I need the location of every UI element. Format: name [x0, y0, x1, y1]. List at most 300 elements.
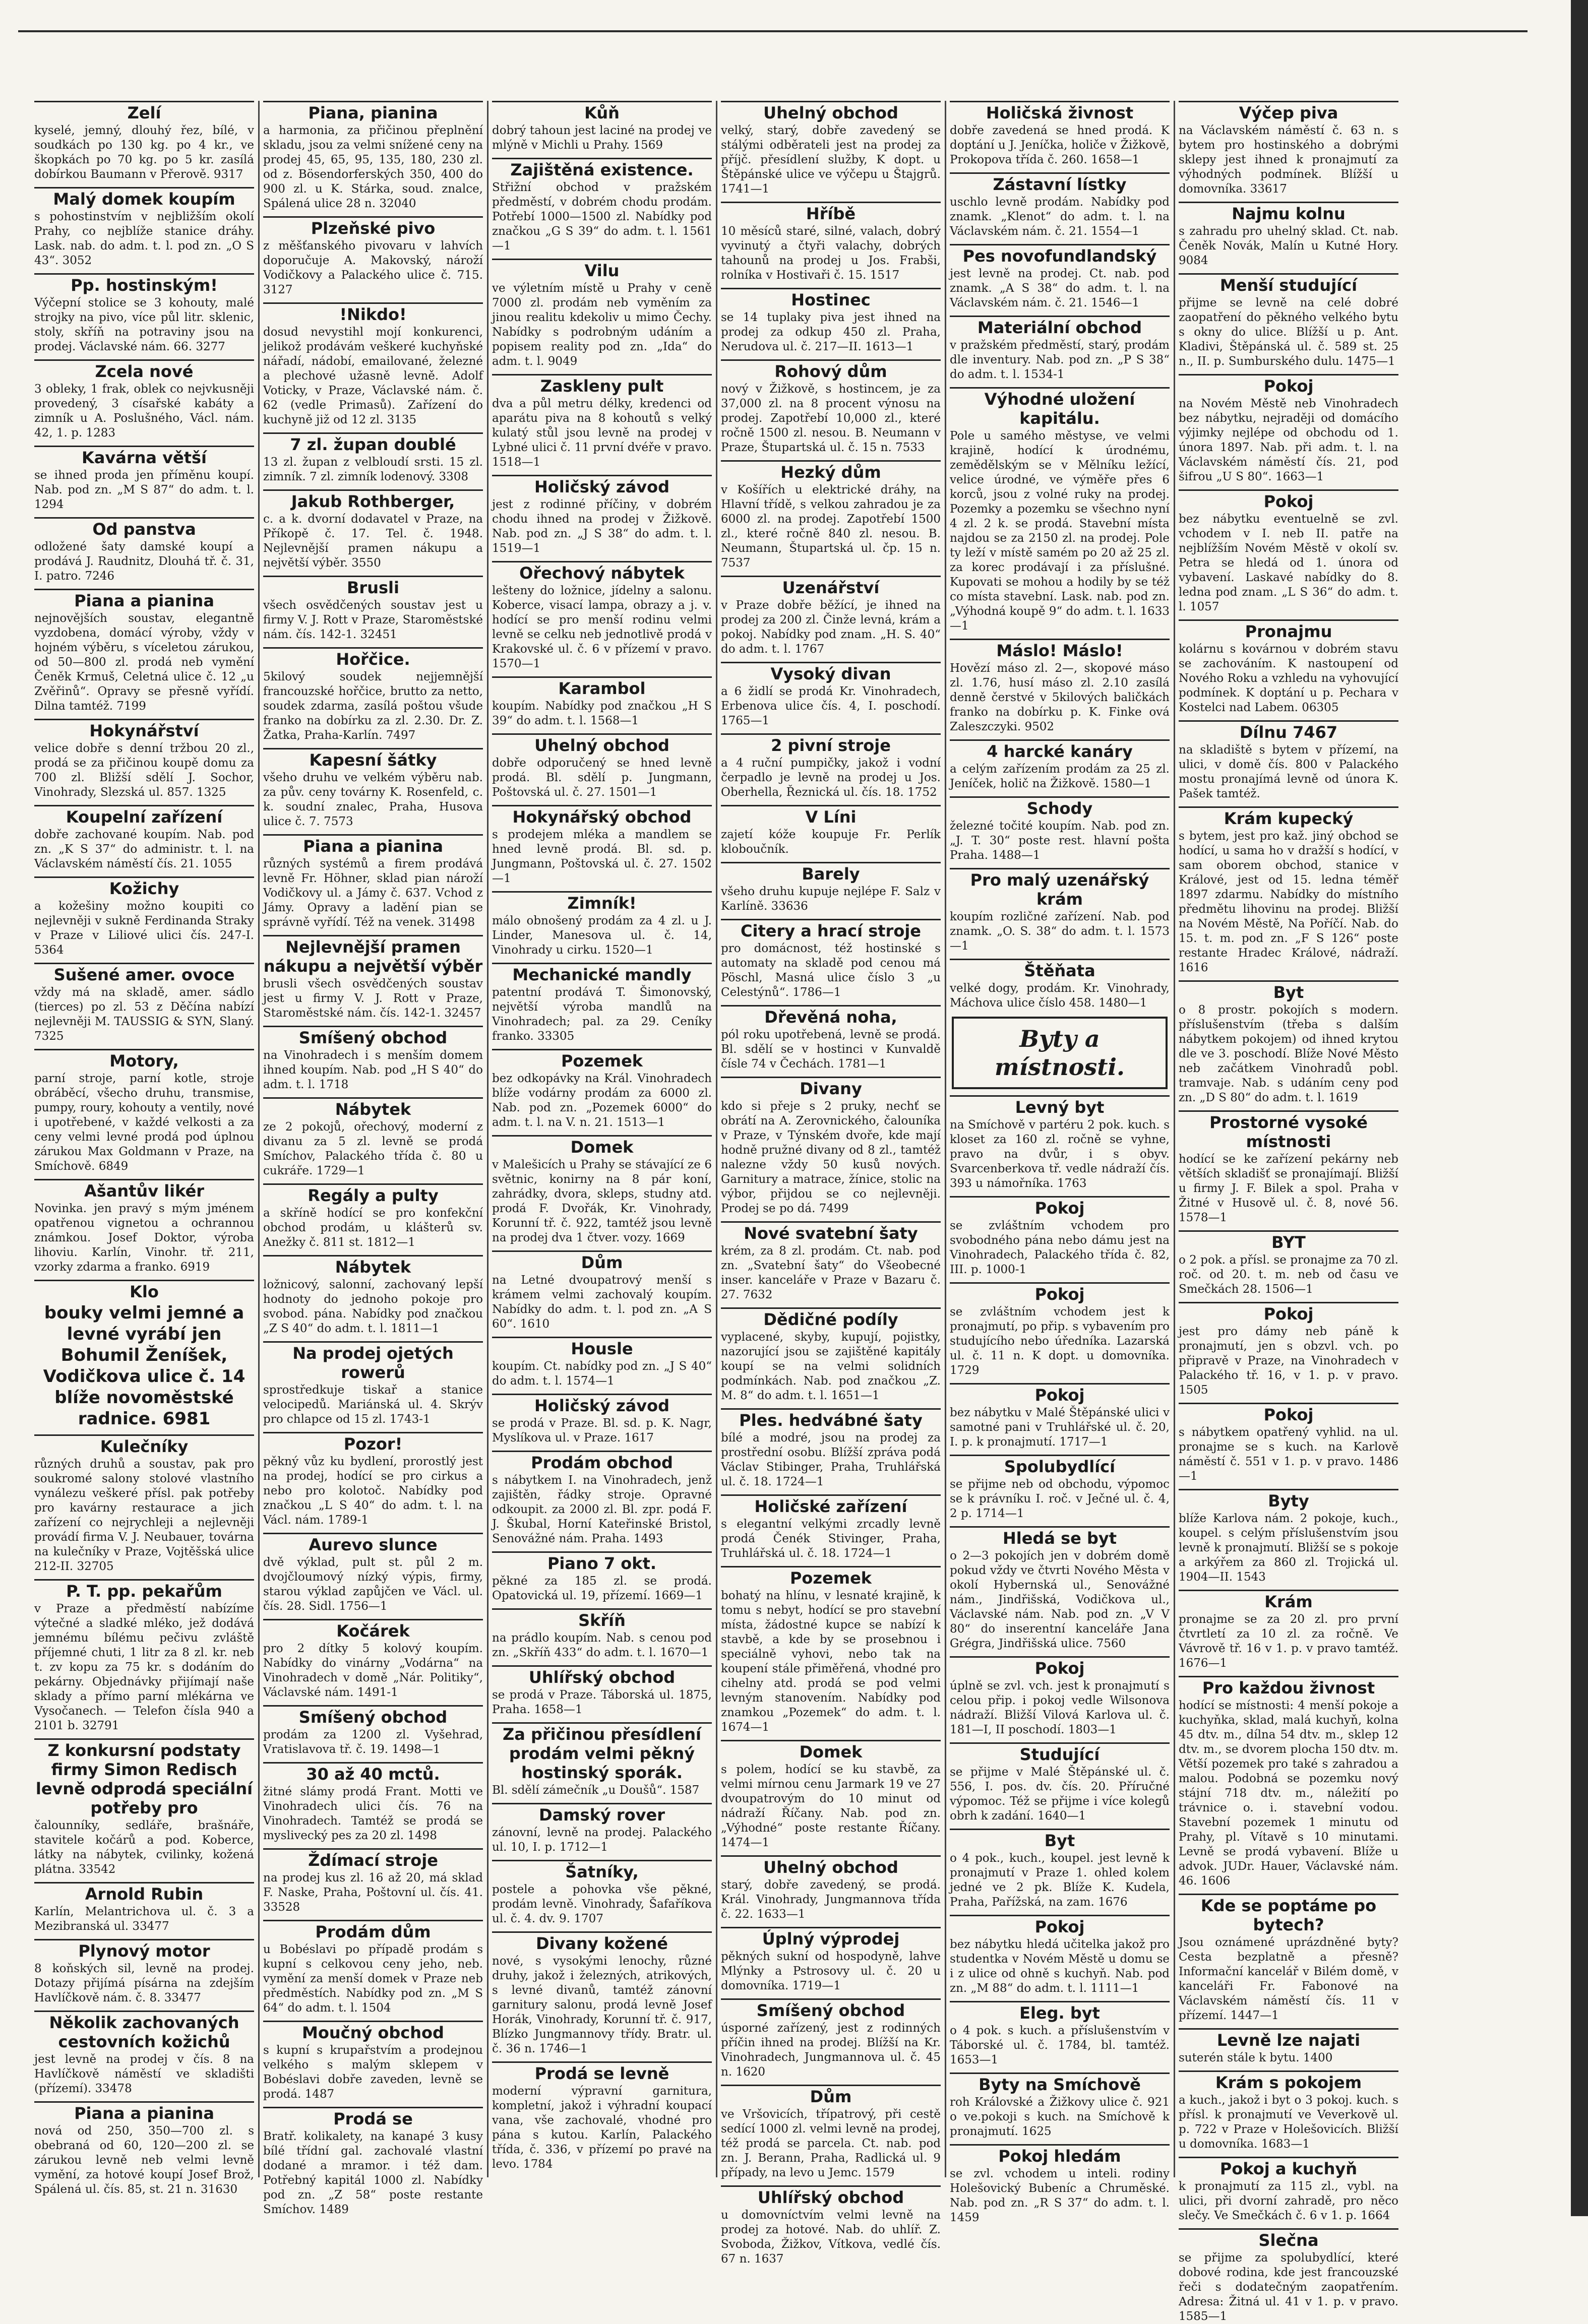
classified-ad: [721, 1927, 941, 1993]
classified-ad: [263, 432, 483, 484]
ad-body: úplně se zvl. vch. jest k pronajmutí s celou přip. i pokoj vedle Wilsonova nádraží. Bližší Vilová Karlova ul. č. 181—I, II poschodí. 1803—1: [950, 1679, 1170, 1736]
classified-ad: [721, 862, 941, 914]
classified-ad: [492, 1135, 712, 1245]
ad-heading: Ašantův likér: [34, 1179, 254, 1201]
ad-column-6: [1176, 101, 1401, 2323]
column-rule: [258, 101, 260, 2177]
ad-heading: Nábytek: [263, 1097, 483, 1119]
classified-ad: [263, 216, 483, 297]
ad-heading: BYT: [1179, 1230, 1398, 1252]
classified-ad: [34, 1882, 254, 1934]
ad-heading: Prodám obchod: [492, 1451, 712, 1472]
ad-heading: Hezký dům: [721, 460, 941, 482]
ad-body: k pronajmutí za 115 zl., vybl. na ulici, při dvorní zahradě, pro něco slečy. Ve Smečkách č. 6 v 1. p. 1664: [1179, 2180, 1398, 2222]
ad-body: nová od 250, 350—700 zl. s obebraná od 60, 120—200 zl. se zárukou levně neb velmi levně vymění, za hotové koupí Josef Brož, Spálená ul. čís. 85, st. 21 n. 31630: [34, 2124, 254, 2196]
ad-body: se zvláštním vchodem jest k pronajmutí, po přip. s vybavením pro studujícího nebo úředníka. Lazarská ul. č. 11 n. K dopt. u domovníka. 1729: [950, 1305, 1170, 1377]
ad-heading: Dřevěná noha,: [721, 1005, 941, 1027]
classified-ad: [950, 101, 1170, 167]
classified-ad: [492, 1337, 712, 1389]
ad-body: na prádlo koupím. Nab. s cenou pod zn. „Skříň 433“ do adm. t. l. 1670—1: [492, 1631, 712, 1659]
classified-ad: [34, 1179, 254, 1275]
ad-heading: Pokoj a kuchyň: [1179, 2157, 1398, 2178]
ad-heading: Kočárek: [263, 1619, 483, 1641]
classified-ad: [721, 101, 941, 197]
ad-heading: Hokynářský obchod: [492, 805, 712, 827]
ad-heading: 4 harcké kanáry: [950, 739, 1170, 761]
ad-heading: Smíšený obchod: [263, 1026, 483, 1047]
ad-heading: Spolubydlící: [950, 1455, 1170, 1476]
classified-ad: [1179, 2070, 1398, 2152]
ad-heading: Ples. hedvábné šaty: [721, 1408, 941, 1430]
ad-heading: Krám kupecký: [1179, 806, 1398, 828]
ad-body: prodám za 1200 zl. Vyšehrad, Vratislavova tř. č. 19. 1498—1: [263, 1728, 483, 1756]
ad-heading: Housle: [492, 1337, 712, 1358]
classified-ad: [950, 244, 1170, 310]
classified-ad: [1179, 2028, 1398, 2065]
ad-body: 5kilový soudek nejjemnější francouzské hořčice, brutto za netto, soudek zdarma, zasílá poštou všude franko na dobírku za zl. 2.30. Dr. Z. Žatka, Praha-Karlín. 7497: [263, 670, 483, 742]
ad-body: odložené šaty damské koupí a prodává J. Raudnitz, Dlouhá tř. č. 31, I. patro. 7246: [34, 540, 254, 583]
classified-ad: [492, 475, 712, 556]
ad-heading: Nábytek: [263, 1255, 483, 1277]
ad-body: pěkný vůz ku bydlení, prorostlý jest na prodej, hodící se pro cirkus a nebo pro kolotoč. Nabídky pod značkou „L S 40“ do adm. t. l. na Václ. nám. 1789-1: [263, 1455, 483, 1527]
ad-body: o 4 pok. s kuch. a příslušenstvím v Táborské ul. č. 1784, bl. tamtéž. 1653—1: [950, 2024, 1170, 2066]
ad-body: se prodá v Praze. Táborská ul. 1875, Praha. 1658—1: [492, 1688, 712, 1716]
ad-heading: Vilu: [492, 259, 712, 280]
scan-edge: [1571, 0, 1588, 2216]
classified-ad: [721, 733, 941, 800]
ad-heading: Studující: [950, 1742, 1170, 1764]
ad-body: starý, dobře zavedený, se prodá. Král. Vinohrady, Jungmannova třída č. 22. 1633—1: [721, 1878, 941, 1921]
ad-heading: Zástavní lístky: [950, 172, 1170, 194]
classified-ad: [34, 359, 254, 441]
ad-body: v Praze a předměstí nabízíme výtečné a sladké mléko, jež dodává jemnému bílému pečivu zvláště příjemné chuti, 1 litr za 8 zl. kr. neb t. zv kopu za 75 kr. s dodáním do pekárny. Objednávky přijímají naše sklady a přímo parní mlékárna ve Vysočanech. — Telefon čísla 940 a 2101 b. 32791: [34, 1602, 254, 1732]
column-rule: [945, 101, 946, 2177]
classified-ad: [1179, 1302, 1398, 1398]
ad-body: na Letné dvoupatrový menší s krámem velmi zachovalý koupím. Nabídky do adm. t. l. pod zn. „A S 60“. 1610: [492, 1274, 712, 1331]
ad-body: v pražském předměstí, starý, prodám dle inventury. Nab. pod zn. „P S 38“ do adm. t. l. 1534-1: [950, 339, 1170, 381]
ad-heading: Pokoj: [1179, 489, 1398, 511]
ad-body: v Praze dobře běžící, je ihned na prodej za 200 zl. Činže levná, krám a pokoj. Nabídky pod znam. „H. S. 40“ do adm. t. l. 1767: [721, 599, 941, 656]
top-rule: [18, 30, 1528, 32]
classified-ad: [950, 1455, 1170, 1521]
ad-heading: Byt: [1179, 980, 1398, 1002]
ad-body: pěkných sukní od hospodyně, lahve Mlýnky a Pstrosovy ul. č. 20 u domovníka. 1719—1: [721, 1950, 941, 1992]
ad-column-3: [489, 101, 715, 2177]
classified-ad: [721, 2185, 941, 2267]
section-heading: Byty a místnosti.: [952, 1017, 1168, 1089]
classified-ad: [721, 1494, 941, 1561]
ad-heading: Holičský závod: [492, 475, 712, 496]
classified-ad: [721, 460, 941, 571]
classified-ad: [263, 101, 483, 211]
ad-heading: Dílnu 7467: [1179, 720, 1398, 742]
classified-ad: [34, 589, 254, 714]
classified-ad: [492, 1551, 712, 1603]
ad-body: na Vinohradech i s menším domem ihned koupím. Nab. pod „H S 40“ do adm. t. l. 1718: [263, 1049, 483, 1091]
classified-ad: [1179, 1894, 1398, 2023]
ad-body: nový v Žižkově, s hostincem, je za 37,000 zl. na 8 procent výnosu na prodej. Zapotřebí 10,000 zl., které ročně 1500 zl. nesou. B. Neumann v Praze, Štupartská ul. č. 15 n. 7533: [721, 383, 941, 454]
classified-ad: [1179, 2157, 1398, 2223]
ad-body: o 4 pok., kuch., koupel. jest levně k pronajmutí v Praze 1. ohled kolem jedné ve 2 pk. Blíže K. Kudela, Praha, Pařížská, na zam. 1676: [950, 1852, 1170, 1909]
classified-ad: [950, 1095, 1170, 1191]
classified-ad: [263, 834, 483, 930]
ad-body: pronajme se za 20 zl. pro první čtvrtletí za 10 zl. za ročně. Ve Vávrově tř. 16 v 1. p. v pravo tamtéž. 1676—1: [1179, 1613, 1398, 1670]
ad-heading: Pozor!: [263, 1432, 483, 1454]
classified-ad: [950, 387, 1170, 634]
ad-body: bez nábytku hledá učitelka jakož pro studentka v Novém Městě u domu se i z ulice od ohně s kuchyň. Nab. pod zn. „M 88“ do adm. t. l. 1111—1: [950, 1938, 1170, 1995]
ad-body: všeho druhu kupuje nejlépe F. Salz v Karlíně. 33636: [721, 885, 941, 913]
ad-heading: Karambol: [492, 676, 712, 698]
classified-ad: [492, 805, 712, 886]
classified-ad: [492, 1931, 712, 2056]
ad-body: různých systémů a firem prodává levně Fr. Höhner, sklad pian nároží Vodičkovy ul. a Jámy č. 637. Vchod z Jámy. Opravy a ladění pian se správně vyřídí. Též na venek. 31498: [263, 857, 483, 929]
classified-ad: [263, 1097, 483, 1178]
ad-body: pól roku upotřebená, levně se prodá. Bl. sdělí se v hostinci v Kunvaldě čísle 74 v Čechách. 1781—1: [721, 1028, 941, 1071]
ad-heading: Pro každou živnost: [1179, 1676, 1398, 1698]
ad-body: na skladiště s bytem v přízemí, na ulici, v domě čís. 800 v Palackého mostu pronajímá levně od února K. Pašek tamtéž.: [1179, 743, 1398, 800]
ad-heading: Domek: [721, 1740, 941, 1762]
ad-body: Střižní obchod v pražském předměstí, v dobrém chodu prodám. Potřebí 1000—1500 zl. Nabídky pod značkou „G S 39“ do adm. t. l. 1561—1: [492, 181, 712, 253]
classified-ad: [950, 1383, 1170, 1450]
ad-heading: Piano 7 okt.: [492, 1551, 712, 1573]
ad-heading: Piana a pianina: [263, 834, 483, 856]
ad-heading: Najmu kolnu: [1179, 202, 1398, 223]
classified-ad: [950, 739, 1170, 791]
ad-heading: Pokoj: [950, 1383, 1170, 1405]
ad-heading: Mechanické mandly: [492, 963, 712, 984]
classified-ad: [950, 959, 1170, 1011]
ad-heading: Materiální obchod: [950, 316, 1170, 337]
classified-ad: [34, 1738, 254, 1877]
classified-ad: [492, 733, 712, 800]
ad-body: bílé a modré, jsou na prodej za prostřední osobu. Blížší zpráva podá Václav Stibinger, Praha, Truhlářská ul. č. 18. 1724—1: [721, 1431, 941, 1488]
ad-heading: Divany: [721, 1077, 941, 1098]
ad-body: a kožešiny možno koupiti co nejlevněji v sukně Ferdinanda Straky v Praze v Liliové ulici čís. 247-I. 5364: [34, 900, 254, 957]
ad-heading: Sušené amer. ovoce: [34, 963, 254, 984]
ad-heading: Rohový dům: [721, 359, 941, 381]
ad-heading: Máslo! Máslo!: [950, 639, 1170, 660]
classified-ad: [1179, 273, 1398, 369]
ad-heading: Skříň: [492, 1608, 712, 1630]
ad-body: kdo si přeje s 2 pruky, nechť se obrátí na A. Zerovnického, čalouníka v Praze, v Týnském dvoře, kde mají hodně pružné divany od 8 zl., tamtéž nalezne vždy 50 kusů nových. Garnitury a matrace, žínice, stolic na výbor, přijdou se co nejlevněji. Prodej se po dá. 7499: [721, 1100, 941, 1215]
classified-ad: [263, 1026, 483, 1092]
ad-body: parní stroje, parní kotle, stroje obráběcí, všecho druhu, transmise, pumpy, roury, kohouty a ventily, nové i upotřebené, v každé velkosti a za ceny velmi levné prodá pod úplnou zárukou Max Goldmann v Praze, na Smíchově. 6849: [34, 1072, 254, 1173]
ad-heading: Klo: [34, 1280, 254, 1301]
classified-ad: [34, 2011, 254, 2096]
classified-ad: [34, 446, 254, 512]
classified-ad: [1179, 1676, 1398, 1889]
classified-ad: [1179, 101, 1398, 197]
ad-heading: Plynový motor: [34, 1939, 254, 1961]
classified-ad: [263, 302, 483, 427]
ad-body: Výčepní stolice se 3 kohouty, malé strojky na pivo, více půl litr. sklenic, stoly, skříň na potraviny jsou na prodej. Václavské nám. 66. 3277: [34, 296, 254, 353]
ad-heading: Motory,: [34, 1049, 254, 1071]
ad-heading: Hledá se byt: [950, 1526, 1170, 1548]
classified-ad: [34, 1280, 254, 1429]
ad-heading: Krám: [1179, 1590, 1398, 1611]
ad-heading: Prodá se: [263, 2107, 483, 2128]
classified-ad: [34, 1579, 254, 1733]
classified-ad: [492, 1451, 712, 1546]
ad-body: a skříně hodící se pro konfekční obchod prodám, u klášterů sv. Anežky č. 811 st. 1812—1: [263, 1207, 483, 1249]
ad-body: hodící se ke zařízení pekárny neb větších skladišť se pronajímají. Bližší u firmy J. F. Bilek a spol. Praha v Žitné v Husově ul. č. 8, nové 56. 1578—1: [1179, 1153, 1398, 1224]
ad-body: sprostředkuje tiskař a stanice velocipedů. Mariánská ul. 4. Skrýv pro chlapce od 15 zl. 1743-1: [263, 1384, 483, 1426]
ad-heading: Eleg. byt: [950, 2001, 1170, 2023]
classified-ad: [721, 1005, 941, 1072]
classified-ad: [34, 876, 254, 958]
ad-heading: Holičské zařízení: [721, 1494, 941, 1516]
ad-heading: Zajištěná existence.: [492, 158, 712, 179]
classified-ad: [263, 576, 483, 642]
ad-body: dvě výklad, pult st. půl 2 m. dvojčloumový nízký výpis, firmy, starou výklad zapůjčen ve Václ. ul. čís. 28. Sidl. 1756—1: [263, 1556, 483, 1613]
ad-heading: Několik zachovaných cestovních kožichů: [34, 2011, 254, 2051]
ad-body: bez nábytku eventuelně se zvl. vchodem v I. neb II. patře na nejblížším Novém Městě v okolí sv. Petra se hledá od 1. února od vybavení. Laskavé nabídky do 8. ledna pod znam. „L S 36“ do adm. t. l. 1057: [1179, 513, 1398, 613]
classified-ad: [34, 2101, 254, 2197]
ad-body: s prodejem mléka a mandlem se hned levně prodá. Bl. sd. p. Jungmann, Poštovská ul. č. 27. 1502—1: [492, 828, 712, 885]
ad-heading: Dědičné podíly: [721, 1307, 941, 1329]
ad-heading: Byty: [1179, 1489, 1398, 1511]
ad-body: s bytem, jest pro kaž. jiný obchod se hodící, u sama ho v dražší s hodící, v sam oborem obchod, stanice v Králové, jest od 15. ledna téměř 1897 zdarmu. Nabídky do místního předmětu lihovinu na prodej. Bližší na Novém Městě, Na Poříčí. Nab. do 15. t. m. pod zn. „F S 126“ poste restante Hradec Králové, nádraží. 1616: [1179, 830, 1398, 974]
ad-heading: Pokoj: [1179, 1302, 1398, 1324]
classified-ad: [492, 1608, 712, 1660]
classified-ad: [34, 273, 254, 354]
ad-body: s kupní s krupařstvím a prodejnou velkého s malým sklepem v Bobéslavi dobře zaveden, levně se prodá. 1487: [263, 2044, 483, 2101]
ad-body: koupím. Nabídky pod značkou „H S 39“ do adm. t. l. 1568—1: [492, 700, 712, 727]
ad-heading: Dům: [721, 2085, 941, 2106]
classified-ad: [1179, 374, 1398, 484]
ad-heading: Kůň: [492, 101, 712, 122]
ad-column-2: [260, 101, 486, 2216]
ad-heading: Kožichy: [34, 876, 254, 898]
classified-ad: [492, 1394, 712, 1446]
ad-heading: Výčep piva: [1179, 101, 1398, 122]
ad-body: v Malešicích u Prahy se stávající ze 6 světnic, konirny na 8 pár koní, zahrádky, dvora, skleps, studny atd. prodá F. Dvořák, Kr. Vinohrady, Korunní tř. č. 922, tamtéž jsou levně na prodej dva 1 čtver. vozy. 1669: [492, 1158, 712, 1244]
ad-heading: Uhlířský obchod: [492, 1665, 712, 1687]
ad-body: a celým zařízením prodám za 25 zl. Jeníček, holič na Žižkově. 1580—1: [950, 763, 1170, 790]
ad-body: roh Královské a Žižkovy ulice č. 921 o ve.pokoji s kuch. na Smíchově k pronajmutí. 1625: [950, 2096, 1170, 2138]
ad-body: Bratř. kolikalety, na kanapé 3 kusy bílé třídní gal. zachovalé vlastní dodané a mramor. i též dam. Potřebný kapitál 1000 zl. Nabídky pod zn. „Z 58“ poste restante Smíchov. 1489: [263, 2130, 483, 2216]
ad-body: pro domácnost, též hostinské s automaty na skladě pod cenou má Pöschl, Masná ulice číslo 3 „u Celestýnů“. 1786—1: [721, 942, 941, 999]
ad-body: 8 koňských sil, levně na prodej. Dotazy přijímá písárna na zdejším Havlíčkově nám. č. 8. 33477: [34, 1962, 254, 2004]
classified-ad: [263, 1432, 483, 1528]
ad-body: se přijme neb od obchodu, výpomoc se k právníku I. roč. v Ječné ul. č. 4, 2 p. 1714—1: [950, 1478, 1170, 1520]
ad-heading: Divany kožené: [492, 1931, 712, 1953]
ad-heading: Uhlířský obchod: [721, 2185, 941, 2207]
classified-ad: [950, 316, 1170, 382]
ad-heading: Smíšený obchod: [721, 1998, 941, 2020]
ad-body: s nábytkem opatřený vyhlid. na ul. pronajme se s kuch. na Karlově náměstí č. 551 v 1. p. v pravo. 1486—1: [1179, 1426, 1398, 1483]
ad-body: jest levně na prodej v čís. 8 na Havlíčkově náměstí ve skladišti (přízemí). 33478: [34, 2053, 254, 2095]
classified-ad: [492, 1049, 712, 1130]
ad-body: patentní prodává T. Šimonovský, největší výroba mandlů na Vinohradech; pal. za 29. Ceníky franko. 33305: [492, 986, 712, 1043]
ad-body: o 2—3 pokojích jen v dobrém domě pokud vždy ve čtvrti Nového Města v okolí Hybernská ul., Senovážné nám., Jindřišská, Vodičkova ul., Václavské nám. Nab. pod zn. „V V 80“ do inserentní kanceláře Jana Grégra, Jindřišská ulice. 7560: [950, 1549, 1170, 1650]
ad-body: dobře zachované koupím. Nab. pod zn. „K S 37“ do administr. t. l. na Václavském náměstí čís. 21. 1055: [34, 828, 254, 870]
ad-heading: Vysoký divan: [721, 662, 941, 683]
ad-body: a 6 židlí se prodá Kr. Vinohradech, Erbenova ulice čís. 4, I. poschodí. 1765—1: [721, 685, 941, 727]
ad-body: a 4 ruční pumpičky, jakož i vodní čerpadlo je levně na prodej u Jos. Oberhella, Řeznická ul. čís. 18. 1752: [721, 757, 941, 799]
ad-heading: Menší studující: [1179, 273, 1398, 295]
ad-heading: Zaskleny pult: [492, 374, 712, 396]
ad-body: zajetí kóže koupuje Fr. Perlík kloboučník.: [721, 828, 941, 856]
ad-body: koupím. Ct. nabídky pod zn. „J S 40“ do adm. t. l. 1574—1: [492, 1360, 712, 1388]
ad-heading: Šatníky,: [492, 1860, 712, 1881]
ad-heading: Holičský závod: [492, 1394, 712, 1415]
ad-heading: Prodám dům: [263, 1920, 483, 1941]
ad-body: jest z rodinné příčiny, v dobrém chodu ihned na prodej v Žižkově. Nab. pod zn. „J S 38“ do adm. t. l. 1519—1: [492, 498, 712, 555]
classified-ad: [721, 1740, 941, 1850]
classified-ad: [721, 288, 941, 354]
ad-heading: 7 zl. župan doublé: [263, 432, 483, 454]
ad-body: úsporné zařízený, jest z rodinných příčin ihned na prodej. Blížší na Kr. Vinohradech, Jungmannova ul. č. 45 n. 1620: [721, 2022, 941, 2079]
classified-ad: [492, 1250, 712, 1332]
ad-heading: Ždímací stroje: [263, 1848, 483, 1870]
ad-heading: Pp. hostinským!: [34, 273, 254, 295]
ad-body: velké dogy, prodám. Kr. Vinohrady, Máchova ulice číslo 458. 1480—1: [950, 982, 1170, 1010]
ad-heading: Barely: [721, 862, 941, 884]
ad-heading: Uhelný obchod: [721, 1855, 941, 1877]
column-rule: [716, 101, 717, 2177]
classified-ad: [1179, 1590, 1398, 1671]
ad-body: Jsou oznámené uprázdněné byty? Cesta bezplatně a přesně? Informační kancelář v Bilém domě, v kanceláři Fr. Fabonové na Václavském náměstí čís. 11 v přízemí. 1447—1: [1179, 1936, 1398, 2022]
ad-body: z měšťanského pivovaru v lahvích doporučuje A. Makovský, nároží Vodičkovy a Palackého ulice č. 715. 3127: [263, 239, 483, 296]
ad-heading: Domek: [492, 1135, 712, 1157]
ad-body: přijme se levně na celé dobré zaopatření do pěkného velkého bytu s okny do ulice. Blížší u p. Ant. Kladivi, Štěpánská ul. č. 589 st. 25 n., II. p. Sumburského dulu. 1475—1: [1179, 296, 1398, 368]
ad-body: o 2 pok. a přísl. se pronajme za 70 zl. roč. od 20. t. m. neb od času ve Smečkách 28. 1506—1: [1179, 1253, 1398, 1296]
ad-heading: Malý domek koupím: [34, 187, 254, 209]
classified-ad: [34, 719, 254, 800]
classified-ad: [263, 489, 483, 571]
ad-heading: Za přičinou přesídlení prodám velmi pěkný hostinský sporák.: [492, 1722, 712, 1782]
ad-heading: Ořechový nábytek: [492, 561, 712, 583]
ad-heading: Hostinec: [721, 288, 941, 309]
ad-column-1: [31, 101, 257, 2196]
ad-heading: Zcela nové: [34, 359, 254, 381]
ad-heading: Z konkursní podstaty firmy Simon Redisch levně odprodá speciální potřeby pro: [34, 1738, 254, 1817]
ad-body: Karlín, Melantrichova ul. č. 3 a Mezibranská ul. 33477: [34, 1905, 254, 1933]
ad-heading: Krám s pokojem: [1179, 2070, 1398, 2092]
ad-heading: Na prodej ojetých rowerů: [263, 1341, 483, 1382]
classified-ad: [721, 1566, 941, 1735]
classified-ad: [34, 963, 254, 1044]
ad-body: s elegantní velkými zrcadly levně prodá Čenék Stivinger, Praha, Truhlářská ul. č. 18. 1724—1: [721, 1518, 941, 1560]
ad-body: se zvl. vchodem u inteli. rodiny Holešovický Bubeníc a Chruměské. Nab. pod zn. „R S 37“ do adm. t. l. 1459: [950, 2167, 1170, 2224]
ad-heading: Kapesní šátky: [263, 748, 483, 770]
ad-heading: Pro malý uzenářský krám: [950, 868, 1170, 909]
classified-ad: [1179, 2228, 1398, 2324]
ad-heading: Pozemek: [721, 1566, 941, 1588]
ad-body: se 14 tuplaky piva jest ihned na prodej za odkup 450 zl. Praha, Nerudova ul. č. 217—II. 1613—1: [721, 311, 941, 353]
ad-body: s nábytkem I. na Vinohradech, jenž zajištěn, řádky stroje. Opravné odkoupit. za 2000 zl. Bl. zpr. podá F. J. Škubal, Horní Kateřinské Bristol, Senovážné nám. Praha. 1493: [492, 1474, 712, 1545]
ad-heading: Pokoj: [950, 1196, 1170, 1218]
classified-ad: [263, 1848, 483, 1915]
ad-heading: Prodá se levně: [492, 2061, 712, 2083]
classified-ad: [721, 1307, 941, 1403]
ad-body: uschlo levně prodám. Nabídky pod znamk. „Klenot“ do adm. t. l. na Václavském nám. č. 21. 1554—1: [950, 196, 1170, 238]
classified-ad: [34, 1434, 254, 1574]
classified-ad: [950, 796, 1170, 863]
ad-heading: Piana a pianina: [34, 2101, 254, 2123]
ad-body: brusli všech osvědčených soustav jest u firmy V. J. Rott v Praze, Staroměstské nám. čís. 142-1. 32457: [263, 977, 483, 1020]
ad-body: s polem, hodící se ku stavbě, za velmi mírnou cenu Jarmark 19 ve 27 dvoupatrovým do 10 minut od nádraží Říčany. Nab. pod zn. „Výhodné“ poste restante Říčany. 1474—1: [721, 1763, 941, 1849]
classified-ad: [721, 359, 941, 455]
ad-heading: Piana a pianina: [34, 589, 254, 610]
classified-ad: [1179, 202, 1398, 268]
classified-ad: [492, 158, 712, 254]
ad-heading: Zelí: [34, 101, 254, 122]
classified-ad: [34, 187, 254, 268]
classified-ad: [263, 1183, 483, 1250]
ad-heading: Hořčice.: [263, 647, 483, 669]
ad-body: krém, za 8 zl. prodám. Ct. nab. pod zn. „Svatební šaty“ do Všeobecné inser. kanceláře v Praze v Bazaru č. 27. 7632: [721, 1244, 941, 1301]
ad-body: na prodej kus zl. 16 až 20, má sklad F. Naske, Praha, Poštovní ul. čís. 41. 33528: [263, 1871, 483, 1914]
ad-body: blíže Karlova nám. 2 pokoje, kuch., koupel. s celým příslušenstvím jsou levně k pronajmutí. Bližší se s pokoje a arkýřem za 860 zl. Trojická ul. 1904—II. 1543: [1179, 1512, 1398, 1584]
column-rule: [487, 101, 488, 2177]
ad-heading: Pokoj: [1179, 1403, 1398, 1424]
classified-ad: [1179, 1230, 1398, 1297]
ad-body: bouky velmi jemné a levné vyrábí jen Bohumil Ženíšek, Vodičkova ulice č. 14 blíže novoměstské radnice. 6981: [43, 1303, 246, 1429]
ad-heading: Výhodné uložení kapitálu.: [950, 387, 1170, 428]
classified-ad: [263, 647, 483, 743]
ad-body: vždy má na skladě, amer. sádlo (tierces) po zl. 53 z Děčína nabízí nejlevněji M. TAUSSIG & SYN, Slaný. 7325: [34, 986, 254, 1043]
classified-ad: [492, 891, 712, 958]
classified-ad: [492, 101, 712, 153]
ad-heading: Pokoj: [950, 1915, 1170, 1936]
column-rule: [1174, 101, 1175, 2177]
ad-heading: 2 pivní stroje: [721, 733, 941, 755]
ad-body: koupím rozličné zařízení. Nab. pod znamk. „O. S. 38“ do adm. t. l. 1573—1: [950, 910, 1170, 953]
classified-ad: [950, 172, 1170, 239]
classified-ad: [34, 101, 254, 182]
classified-ad: [492, 963, 712, 1044]
ad-heading: Smíšený obchod: [263, 1705, 483, 1727]
ad-body: nové, s vysokými lenochy, různé druhy, jakož i železných, atrikových, s levné divanů, tamtéž zánovní garnitury salonu, prodá levně Josef Horák, Vinohrady, Korunní tř. č. 917, Blízko Jungmannovy třídy. Bratr. ul. č. 36 n. 1746—1: [492, 1955, 712, 2055]
classified-ad: [263, 935, 483, 1021]
ad-body: Bl. sdělí zámečník „u Doušů“. 1587: [492, 1784, 700, 1797]
classified-ad: [721, 576, 941, 657]
ad-body: kyselé, jemný, dlouhý řez, bílé, v soudkách po 130 kg. po 4 kr., ve škopkách po 70 kg. po 5 kr. zasílá dobírkou Baumann v Přerově. 9317: [34, 124, 254, 181]
ad-body: zánovní, levně na prodej. Palackého ul. 10, I. p. 1712—1: [492, 1826, 712, 1854]
ad-body: a harmonia, za přičinou přeplnění skladu, jsou za velmi snížené ceny na prodej 45, 65, 95, 135, 180, 230 zl. od z. Bösendorferských 350, 400 do 900 zl. u K. Stárka, soud. znalce, Spálená ulice 28 n. 32040: [263, 124, 483, 210]
classified-ad: [950, 2072, 1170, 2139]
ad-heading: Hokynářství: [34, 719, 254, 740]
classified-ad: [1179, 489, 1398, 614]
classified-ad: [492, 2061, 712, 2172]
ad-body: na Václavském náměstí č. 63 n. s bytem pro hostinského a dobrými sklepy jest ihned k pronajmutí za výhodných podmínek. Blížší u domovníka. 33617: [1179, 124, 1398, 196]
ad-heading: Slečna: [1179, 2228, 1398, 2250]
ad-heading: Nejlevnější pramen nákupu a největší výběr: [263, 935, 483, 976]
ad-heading: Citery a hrací stroje: [721, 919, 941, 940]
ad-heading: Kulečníky: [34, 1434, 254, 1456]
classified-ad: [950, 1915, 1170, 1996]
classified-ad: [492, 676, 712, 728]
ad-body: dobrý tahoun jest laciné na prodej ve mlýně v Michli u Prahy. 1569: [492, 124, 712, 152]
ad-heading: Holičská živnost: [950, 101, 1170, 122]
ad-body: c. a k. dvorní dodavatel v Praze, na Příkopě č. 17. Tel. č. 1948. Nejlevnější pramen nákupu a největší výběr. 3550: [263, 513, 483, 570]
ad-body: bohatý na hlínu, v lesnaté krajině, k tomu s nebyt, hodící se pro stavební místa, žádostné kupce se nabízí k stavbě, a kde by se prosebnou i speciálně vyhovi, nebo tak na koupení stále přiměřená, vhodné pro cihelny atd. prodá se pod velmi levným stanovením. Nabídky pod znamkou „Pozemek“ do adm. t. l. 1674—1: [721, 1589, 941, 1734]
classified-ad: [263, 748, 483, 829]
classified-ad: [950, 1196, 1170, 1277]
classified-ad: [721, 1855, 941, 1922]
ad-body: železné točité koupím. Nab. pod zn. „J. T. 30“ poste rest. hlavní pošta Praha. 1488—1: [950, 820, 1170, 862]
classified-ad: [1179, 1489, 1398, 1585]
ad-heading: Pozemek: [492, 1049, 712, 1071]
ad-body: a kuch., jakož i byt o 3 pokoj. kuch. s přísl. k pronajmutí ve Veverkově ul. p. 722 v Praze v Holešovicích. Bližší u domovníka. 1683—1: [1179, 2094, 1398, 2151]
classified-ad: [492, 1722, 712, 1798]
ad-body: hodící se místnosti: 4 menší pokoje a kuchyňka, sklad, malá kuchyň, kolna 45 dtv. m., dílna 54 dtv. m., sklep 12 dtv. m., se dvorem plocha 150 dtv. m. Větší pozemek pro také s zahradou a malou. Podobná se pozemku nový stájní 718 dtv. m., náležití po trávnice o. i. stavební vodou. Stavební pozemek 1 minutu od Prahy, pl. Vítavě s 10 minutami. Levně se prodá vybavení. Blíže u advok. JUDr. Hauer, Václavské nám. 46. 1606: [1179, 1699, 1398, 1888]
ad-heading: Kde se poptáme po bytech?: [1179, 1894, 1398, 1934]
classified-ad: [492, 259, 712, 369]
ad-heading: Pokoj: [950, 1282, 1170, 1304]
